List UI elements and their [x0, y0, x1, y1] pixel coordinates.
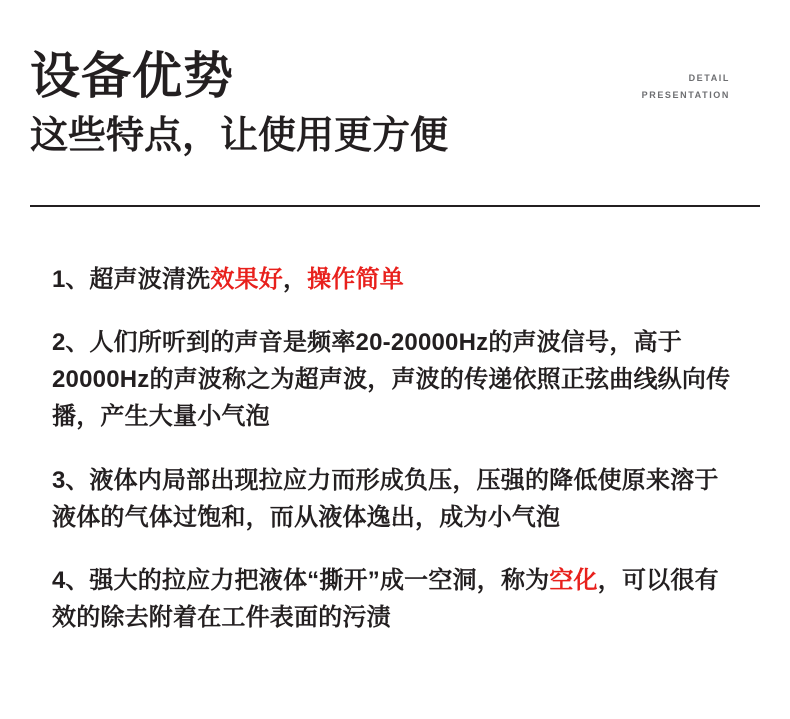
list-item-number: 3、 — [52, 466, 90, 494]
list-item-highlight: 空化 — [549, 567, 598, 595]
list-item-text: 液体内局部出现拉应力而形成负压，压强的降低使原来溶于液体的气体过饱和，而从液体逸出，成为小气泡 — [52, 466, 719, 531]
page-title: 设备优势 — [30, 48, 234, 104]
list-item-text: 强大的拉应力把液体“撕开”成一空洞，称为 — [89, 567, 550, 595]
list-item — [52, 462, 738, 536]
feature-list — [30, 207, 760, 637]
list-item — [52, 562, 738, 636]
list-item-number: 4、 — [52, 567, 90, 595]
list-item-highlight: 操作简单 — [307, 265, 404, 293]
list-item-highlight: 效果好 — [210, 265, 283, 293]
list-item-text: ， — [282, 265, 308, 293]
list-item — [52, 324, 738, 436]
list-item — [52, 261, 738, 298]
list-item-text: 超声波清洗 — [89, 265, 211, 293]
page-subtitle: 这些特点，让使用更方便 — [30, 114, 449, 157]
list-item-text: ，可以很有效的除去附着在工件表面的污渍 — [52, 567, 719, 632]
slide-header — [30, 0, 760, 161]
list-item-text: 人们所听到的声音是频率20-20000Hz的声波信号，高于20000Hz的声波称之为超声波，声波的传递依照正弦曲线纵向传播，产生大量小气泡 — [52, 329, 731, 431]
corner-label — [642, 70, 730, 104]
list-item-number: 1、 — [52, 265, 90, 293]
corner-label-line1: DETAIL — [688, 73, 730, 83]
corner-label-line2: PRESENTATION — [641, 90, 730, 101]
list-item-number: 2、 — [52, 329, 90, 357]
